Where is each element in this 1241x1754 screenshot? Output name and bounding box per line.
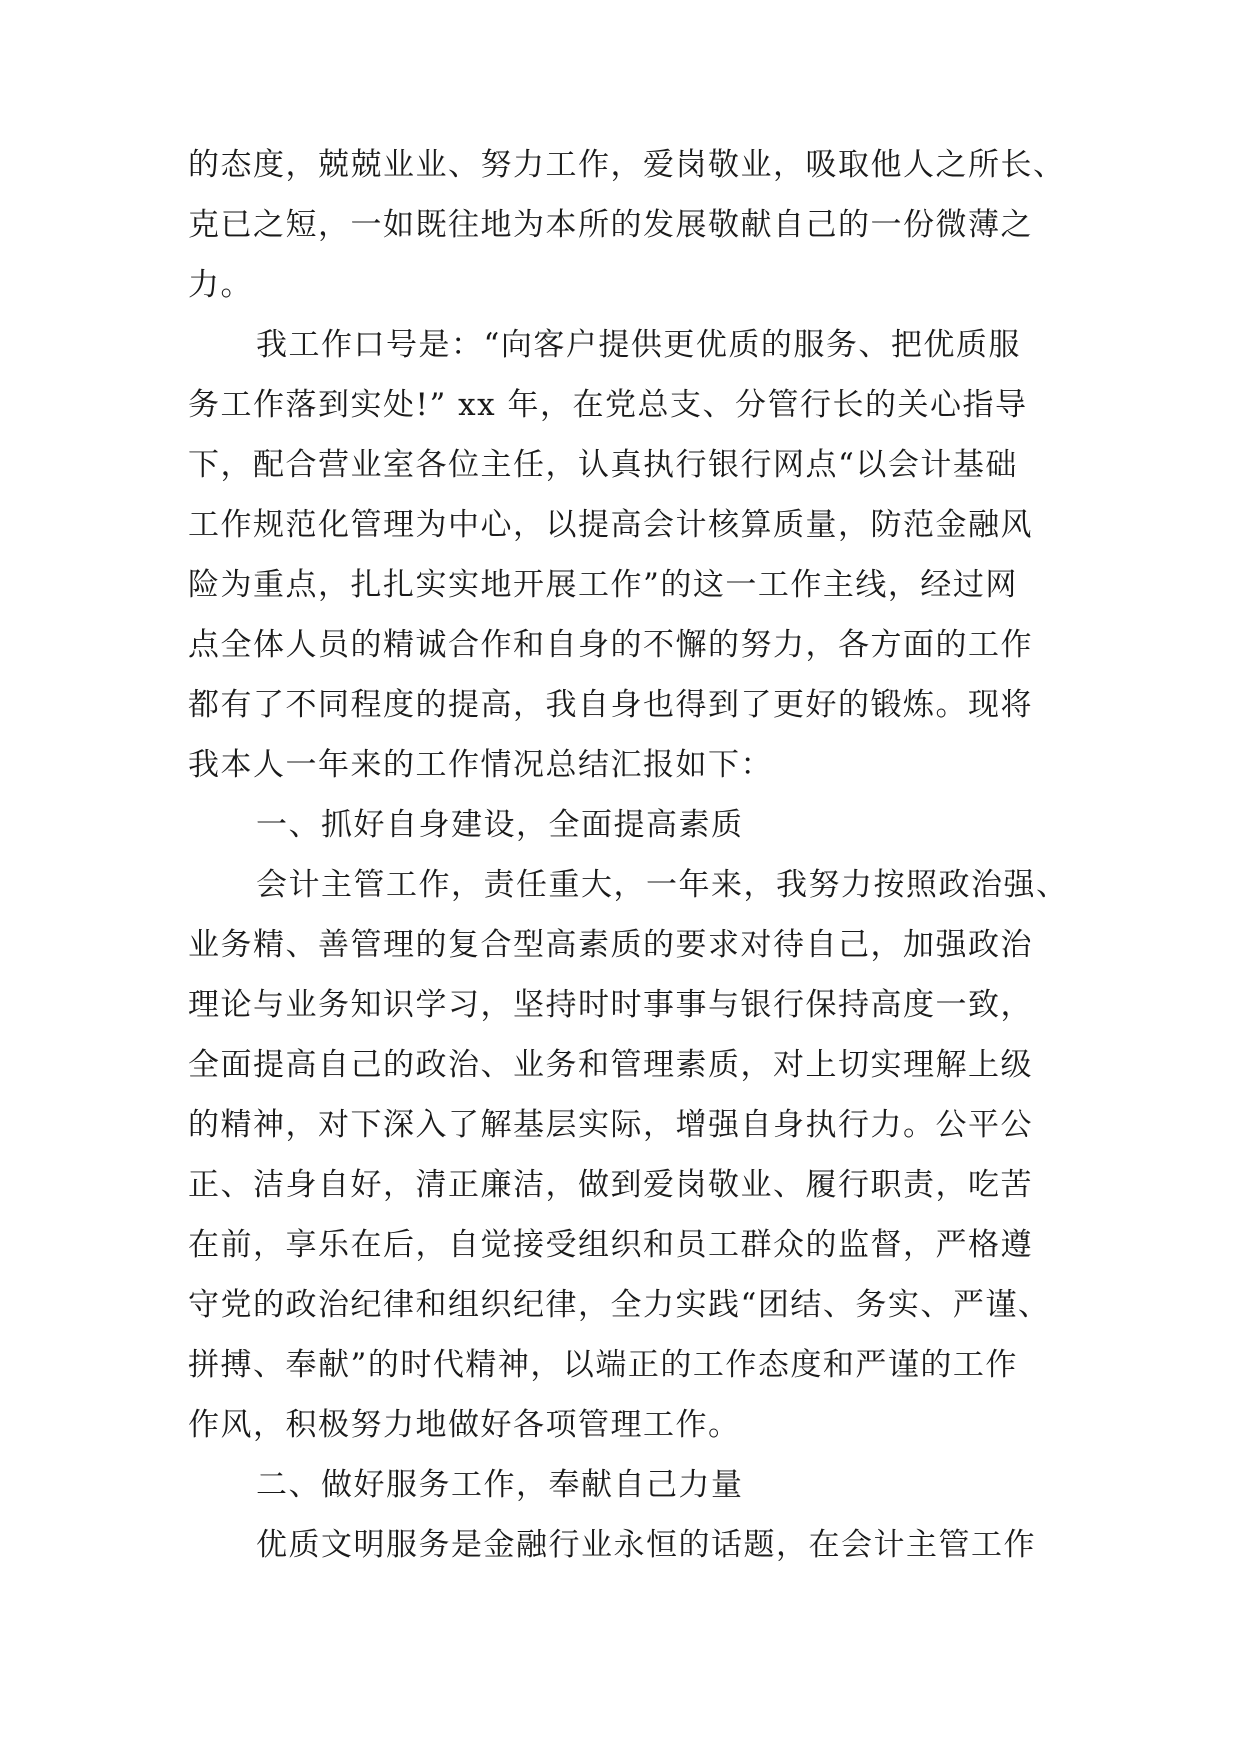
section-heading-1: 一、抓好自身建设，全面提高素质 <box>256 807 744 843</box>
paragraph-first-line: 会计主管工作，责任重大，一年来，我努力按照政治强、 <box>256 867 1069 903</box>
text-line: 力。 <box>188 267 253 303</box>
text-line: 在前，享乐在后，自觉接受组织和员工群众的监督，严格遵 <box>188 1227 1033 1263</box>
text-line: 作风，积极努力地做好各项管理工作。 <box>188 1407 741 1443</box>
text-line: 都有了不同程度的提高，我自身也得到了更好的锻炼。现将 <box>188 687 1033 723</box>
text-line: 业务精、善管理的复合型高素质的要求对待自己，加强政治 <box>188 927 1033 963</box>
text-line: 正、洁身自好，清正廉洁，做到爱岗敬业、履行职责，吃苦 <box>188 1167 1033 1203</box>
text-line: 下，配合营业室各位主任，认真执行银行网点“以会计基础 <box>188 447 1018 483</box>
text-line: 我本人一年来的工作情况总结汇报如下： <box>188 747 773 783</box>
text-line: 的精神，对下深入了解基层实际，增强自身执行力。公平公 <box>188 1107 1033 1143</box>
text-line: 理论与业务知识学习，坚持时时事事与银行保持高度一致， <box>188 987 1033 1023</box>
text-line: 克已之短，一如既往地为本所的发展敬献自己的一份微薄之 <box>188 207 1033 243</box>
text-line: 拼搏、奉献”的时代精神，以端正的工作态度和严谨的工作 <box>188 1347 1018 1383</box>
text-line: 的态度，兢兢业业、努力工作，爱岗敬业，吸取他人之所长、 <box>188 147 1066 183</box>
text-line: 险为重点，扎扎实实地开展工作”的这一工作主线，经过网 <box>188 567 1018 603</box>
text-line: 工作规范化管理为中心，以提高会计核算质量，防范金融风 <box>188 507 1033 543</box>
text-line: 务工作落到实处!” xx 年，在党总支、分管行长的关心指导 <box>188 387 1028 423</box>
text-line: 点全体人员的精诚合作和自身的不懈的努力，各方面的工作 <box>188 627 1033 663</box>
paragraph-first-line: 我工作口号是：“向客户提供更优质的服务、把优质服 <box>256 327 1021 363</box>
text-line: 守党的政治纪律和组织纪律，全力实践“团结、务实、严谨、 <box>188 1287 1051 1323</box>
text-line: 全面提高自己的政治、业务和管理素质，对上切实理解上级 <box>188 1047 1033 1083</box>
paragraph-first-line: 优质文明服务是金融行业永恒的话题，在会计主管工作 <box>256 1527 1036 1563</box>
section-heading-2: 二、做好服务工作，奉献自己力量 <box>256 1467 744 1503</box>
